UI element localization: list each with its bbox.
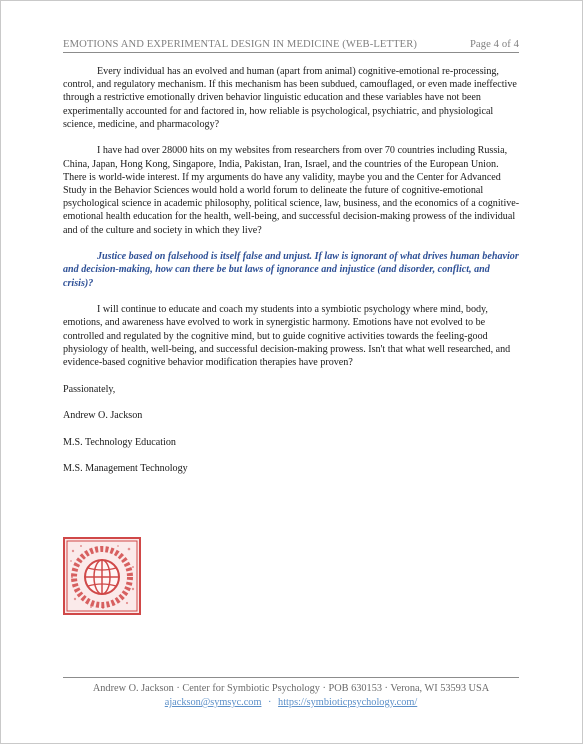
closing-line: Passionately, — [63, 383, 116, 395]
quote-paragraph: Justice based on falsehood is itself false and unjust. If law is ignorant of what drives human behavior and decision-making, how can there be but laws of ignorance and injustice (and disorder, conflict, and crisis)? — [63, 251, 519, 289]
paragraph-2: I have had over 28000 hits on my websites from researchers from over 70 countries including Russia, China, Japan, Hong Kong, Singapore, India, Pakistan, Iran, Israel, and the countries of the European Union. There is world-wide interest. If my arguments do have any validity, maybe you and the Center for Advanced Study in the Behavior Sciences would hold a world forum to delineate the future of cognitive-emotional psychological science in academic philosophy, political science, law, business, and the economics of a cognitive-emotional health education for the health, well-being, and successful decision-making prowess of the individual and of the culture and society in which they live? — [63, 145, 520, 236]
header-title: EMOTIONS AND EXPERIMENTAL DESIGN IN MEDICINE (WEB-LETTER) — [63, 39, 418, 50]
signature-block — [63, 409, 521, 475]
paragraph-1: Every individual has an evolved and human (apart from animal) cognitive-emotional re-processing, control, and regulatory mechanism. If this mechanism has been subdued, camouflaged, or even made ineffective through a restrictive emotionally driven behavior linguistic education and these variables have not been experimentally accounted for and factored in, how reliable is psychological, psychiatric, and physiological science, medicine, and pharmacology? — [63, 66, 517, 130]
signature-name: Andrew O. Jackson — [63, 410, 143, 422]
footer-links — [63, 696, 519, 710]
page-footer — [63, 677, 519, 710]
email-link[interactable]: ajackson@symsyc.com — [164, 697, 262, 708]
page-number: Page 4 of 4 — [469, 39, 519, 50]
page-header — [63, 39, 519, 53]
signature-degree-2: M.S. Management Technology — [63, 463, 188, 475]
globe-seal-icon — [63, 537, 141, 615]
website-link[interactable]: https://symbioticpsychology.com/ — [278, 697, 418, 708]
signature-degree-1: M.S. Technology Education — [63, 436, 176, 448]
letter-body — [63, 65, 521, 489]
paragraph-3: I will continue to educate and coach my students into a symbiotic psychology where mind, body, emotions, and awareness have evolved to work in synergistic harmony. Emotions have not evolved to be controlled and regulated by the cognitive mind, but to guide cognitive activities towards the feeling-good physiology of health, well-being, and successful decision-making prowess. Isn't that what well researched, and evidence-based cognitive behavior modification therapies have proven? — [63, 304, 511, 369]
footer-address: Andrew O. Jackson · Center for Symbiotic Psychology · POB 630153 · Verona, WI 53593 USA — [92, 683, 490, 694]
footer-separator: · — [268, 697, 272, 708]
